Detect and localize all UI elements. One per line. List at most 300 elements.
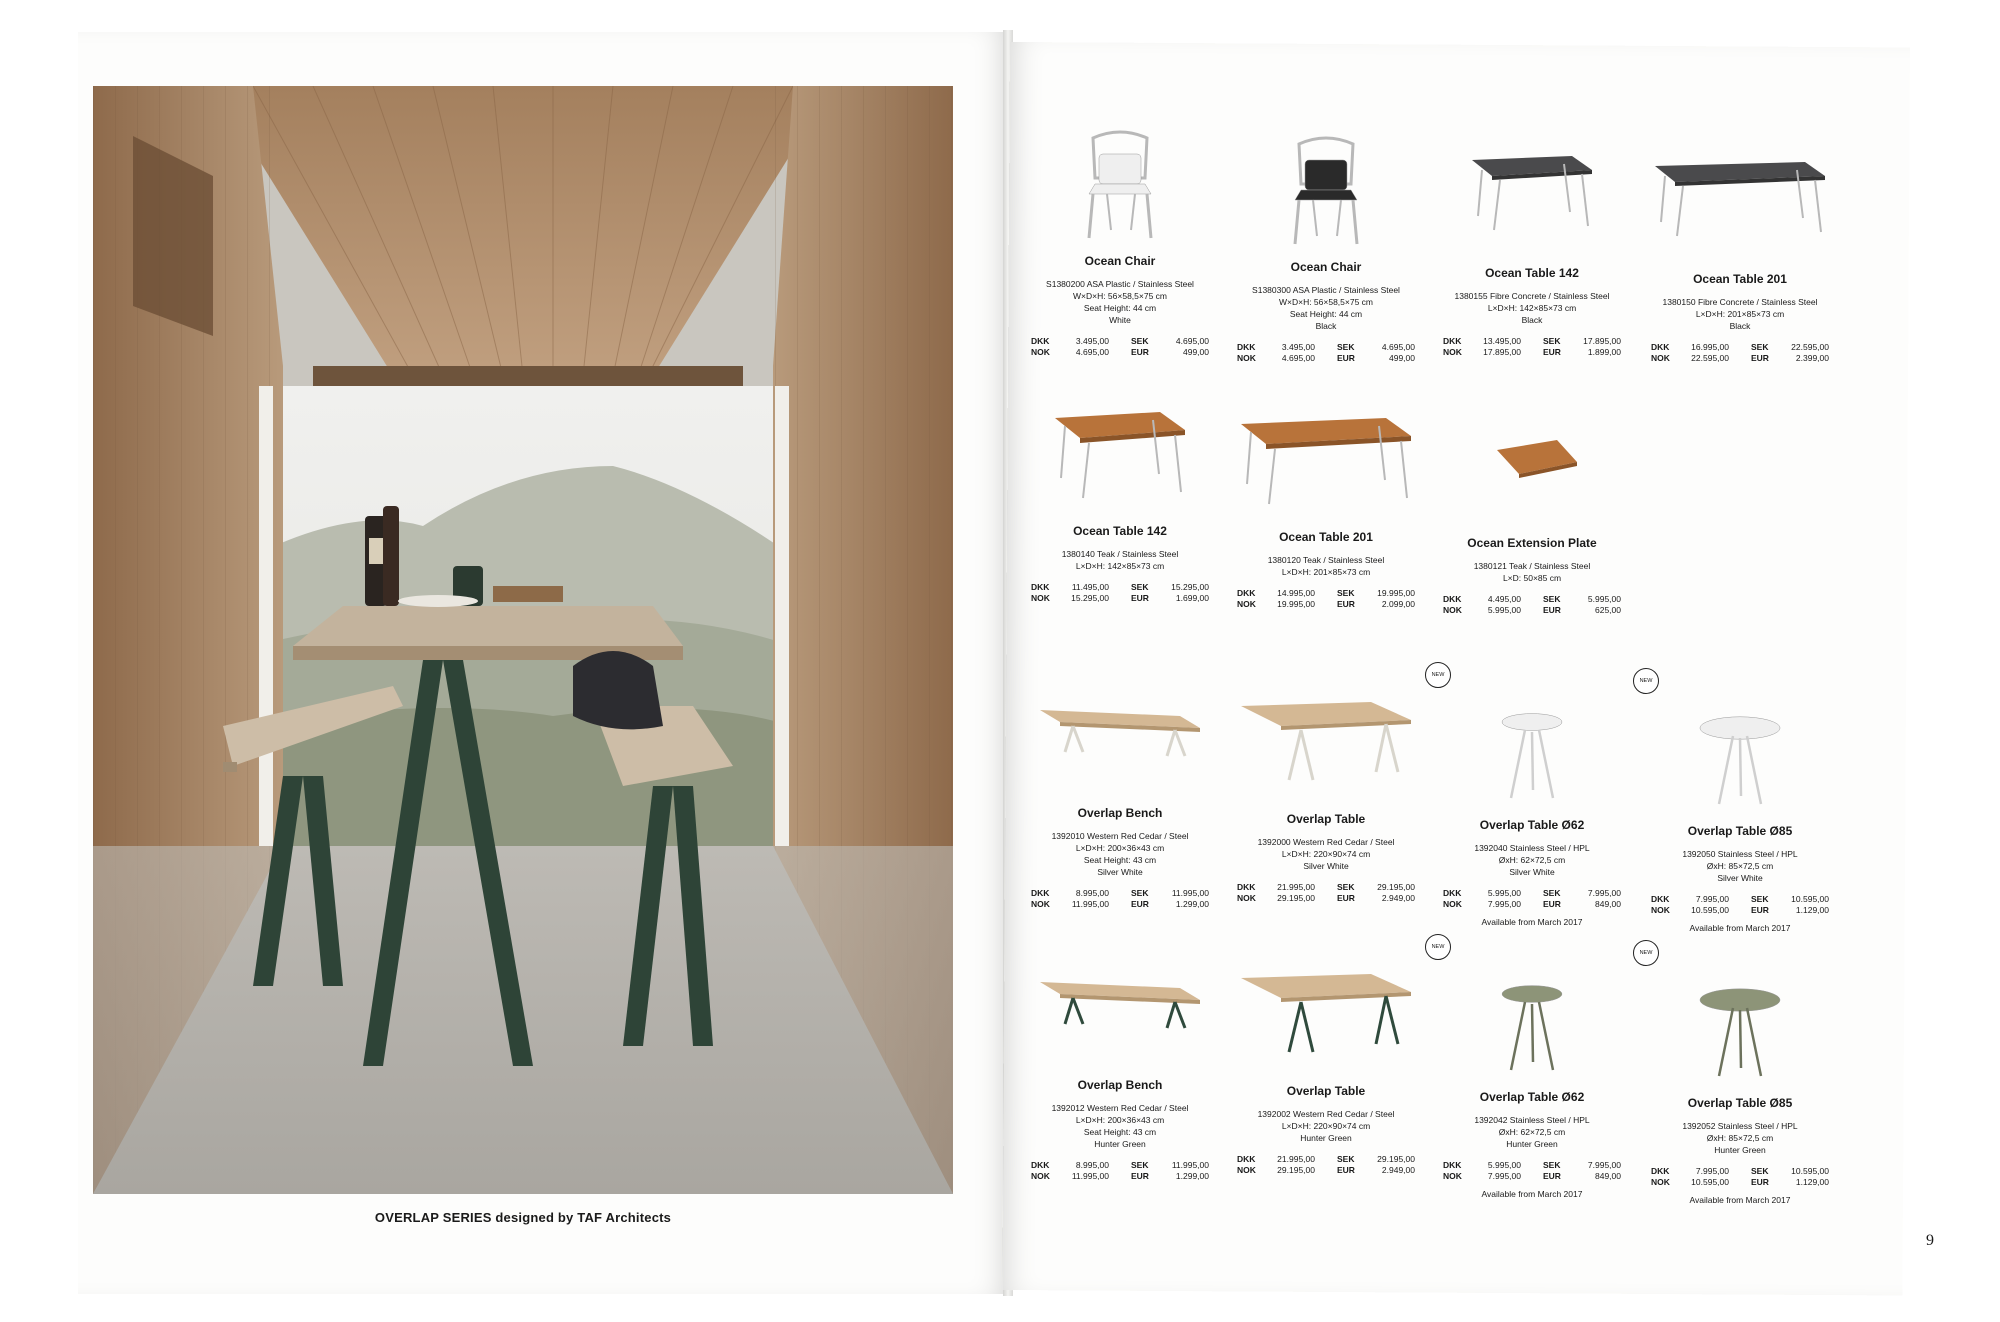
price-entry: [1337, 599, 1415, 609]
currency-code: EUR: [1337, 893, 1355, 903]
currency-code: SEK: [1131, 582, 1149, 592]
currency-code: DKK: [1237, 588, 1256, 598]
price-value: 7.995,00: [1487, 1171, 1521, 1181]
currency-code: NOK: [1031, 593, 1050, 603]
product-image: [1015, 942, 1225, 1072]
price-value: 19.995,00: [1377, 588, 1415, 598]
price-entry: [1651, 353, 1729, 363]
price-entry: [1543, 888, 1621, 898]
product-name: Overlap Table Ø85: [1687, 824, 1793, 838]
product-card: [1221, 394, 1431, 609]
currency-code: DKK: [1651, 894, 1670, 904]
price-list: [1015, 336, 1225, 357]
price-list: [1427, 336, 1637, 357]
spec-line: 1392042 Stainless Steel / HPL: [1474, 1115, 1590, 1125]
product-name: Ocean Extension Plate: [1467, 536, 1597, 550]
currency-code: NOK: [1443, 605, 1462, 615]
currency-code: SEK: [1337, 882, 1355, 892]
photo-caption: OVERLAP SERIES designed by TAF Architects: [374, 1210, 672, 1225]
price-value: 3.495,00: [1281, 342, 1315, 352]
price-entry: [1237, 599, 1315, 609]
product-specs: [1221, 284, 1431, 332]
price-entry: [1237, 893, 1315, 903]
price-entry: [1543, 347, 1621, 357]
price-entry: [1131, 582, 1209, 592]
price-entry: [1443, 347, 1521, 357]
currency-code: EUR: [1751, 905, 1769, 915]
currency-code: SEK: [1131, 336, 1149, 346]
spec-line: L×D: 50×85 cm: [1502, 573, 1562, 583]
product-name: Overlap Table: [1286, 1084, 1366, 1098]
price-value: 29.195,00: [1277, 893, 1315, 903]
spec-line: S1380300 ASA Plastic / Stainless Steel: [1252, 285, 1400, 295]
spec-line: Black: [1521, 315, 1543, 325]
product-specs: [1221, 554, 1431, 578]
spec-line: 1380155 Fibre Concrete / Stainless Steel: [1454, 291, 1610, 301]
price-value: 22.595,00: [1691, 353, 1729, 363]
price-value: 3.495,00: [1075, 336, 1109, 346]
price-entry: [1337, 882, 1415, 892]
price-entry: [1337, 342, 1415, 352]
product-image: [1221, 124, 1431, 254]
price-value: 4.695,00: [1175, 336, 1209, 346]
new-badge: NEW: [1633, 940, 1659, 966]
currency-code: EUR: [1131, 899, 1149, 909]
spec-line: Hunter Green: [1300, 1133, 1352, 1143]
price-entry: [1751, 894, 1829, 904]
currency-code: DKK: [1031, 888, 1050, 898]
price-entry: [1237, 1154, 1315, 1164]
price-value: 11.995,00: [1171, 888, 1209, 898]
price-entry: [1337, 1154, 1415, 1164]
currency-code: DKK: [1443, 1160, 1462, 1170]
currency-code: SEK: [1337, 1154, 1355, 1164]
product-card: [1015, 118, 1225, 357]
spec-line: L×D×H: 200×36×43 cm: [1075, 843, 1165, 853]
spec-line: 1392010 Western Red Cedar / Steel: [1051, 831, 1189, 841]
product-name: Ocean Table 201: [1693, 272, 1787, 286]
currency-code: DKK: [1443, 888, 1462, 898]
currency-code: NOK: [1651, 905, 1670, 915]
price-entry: [1131, 888, 1209, 898]
spec-line: L×D×H: 201×85×73 cm: [1695, 309, 1785, 319]
price-list: [1427, 888, 1637, 909]
currency-code: NOK: [1237, 893, 1256, 903]
price-value: 29.195,00: [1277, 1165, 1315, 1175]
price-value: 17.895,00: [1483, 347, 1521, 357]
currency-code: SEK: [1751, 342, 1769, 352]
price-entry: [1031, 593, 1109, 603]
product-image: [1427, 130, 1637, 260]
currency-code: DKK: [1237, 1154, 1256, 1164]
price-value: 21.995,00: [1277, 882, 1315, 892]
currency-code: SEK: [1543, 336, 1561, 346]
spec-line: L×D×H: 201×85×73 cm: [1281, 567, 1371, 577]
price-entry: [1751, 342, 1829, 352]
price-value: 1.899,00: [1587, 347, 1621, 357]
price-entry: [1237, 588, 1315, 598]
spec-line: Hunter Green: [1714, 1145, 1766, 1155]
spec-line: Silver White: [1717, 873, 1763, 883]
price-entry: [1131, 1171, 1209, 1181]
price-entry: [1443, 888, 1521, 898]
spec-line: Silver White: [1509, 867, 1555, 877]
currency-code: NOK: [1443, 347, 1462, 357]
price-value: 1.299,00: [1175, 899, 1209, 909]
availability-note: Available from March 2017: [1689, 1195, 1791, 1205]
price-value: 1.129,00: [1795, 1177, 1829, 1187]
spec-line: 1392002 Western Red Cedar / Steel: [1257, 1109, 1395, 1119]
price-value: 10.595,00: [1791, 1166, 1829, 1176]
price-entry: [1131, 593, 1209, 603]
product-name: Overlap Table Ø85: [1687, 1096, 1793, 1110]
currency-code: NOK: [1031, 347, 1050, 357]
price-value: 11.995,00: [1171, 1160, 1209, 1170]
price-value: 849,00: [1595, 899, 1621, 909]
price-entry: [1237, 342, 1315, 352]
currency-code: SEK: [1543, 594, 1561, 604]
price-value: 29.195,00: [1377, 882, 1415, 892]
price-entry: [1443, 336, 1521, 346]
product-image: [1221, 676, 1431, 806]
spec-line: 1392012 Western Red Cedar / Steel: [1051, 1103, 1189, 1113]
price-value: 11.995,00: [1071, 899, 1109, 909]
price-value: 2.399,00: [1795, 353, 1829, 363]
price-entry: [1337, 1165, 1415, 1175]
currency-code: EUR: [1131, 593, 1149, 603]
price-list: [1635, 1166, 1845, 1187]
product-specs: [1635, 296, 1845, 332]
spec-line: 1380121 Teak / Stainless Steel: [1473, 561, 1591, 571]
price-value: 4.495,00: [1487, 594, 1521, 604]
product-name: Overlap Bench: [1077, 1078, 1163, 1092]
price-value: 10.595,00: [1691, 905, 1729, 915]
price-value: 7.995,00: [1587, 888, 1621, 898]
price-entry: [1751, 1166, 1829, 1176]
product-specs: [1635, 1120, 1845, 1156]
spec-line: Seat Height: 43 cm: [1083, 1127, 1157, 1137]
price-entry: [1131, 336, 1209, 346]
currency-code: NOK: [1031, 899, 1050, 909]
price-value: 17.895,00: [1583, 336, 1621, 346]
price-entry: [1337, 588, 1415, 598]
cabin-interior-illustration: [93, 86, 953, 1194]
spec-line: ØxH: 62×72,5 cm: [1498, 1127, 1566, 1137]
price-value: 22.595,00: [1791, 342, 1829, 352]
currency-code: SEK: [1751, 1166, 1769, 1176]
currency-code: SEK: [1543, 888, 1561, 898]
product-image: [1427, 400, 1637, 530]
product-specs: [1015, 548, 1225, 572]
spec-line: Silver White: [1303, 861, 1349, 871]
product-image: [1635, 960, 1845, 1090]
price-entry: [1031, 899, 1109, 909]
product-card: [1635, 136, 1845, 363]
spec-line: 1380140 Teak / Stainless Steel: [1061, 549, 1179, 559]
spec-line: Seat Height: 44 cm: [1083, 303, 1157, 313]
price-entry: [1443, 1171, 1521, 1181]
currency-code: NOK: [1443, 899, 1462, 909]
currency-code: NOK: [1651, 1177, 1670, 1187]
price-value: 1.299,00: [1175, 1171, 1209, 1181]
new-badge: NEW: [1425, 934, 1451, 960]
product-image: [1221, 394, 1431, 524]
price-value: 16.995,00: [1691, 342, 1729, 352]
price-entry: [1237, 1165, 1315, 1175]
price-list: [1221, 1154, 1431, 1175]
product-name: Ocean Chair: [1290, 260, 1362, 274]
spec-line: L×D×H: 220×90×74 cm: [1281, 1121, 1371, 1131]
price-entry: [1031, 888, 1109, 898]
spec-line: S1380200 ASA Plastic / Stainless Steel: [1046, 279, 1194, 289]
product-image: [1635, 136, 1845, 266]
product-image: [1015, 118, 1225, 248]
currency-code: EUR: [1751, 353, 1769, 363]
currency-code: EUR: [1131, 1171, 1149, 1181]
price-entry: [1751, 353, 1829, 363]
spec-line: 1392052 Stainless Steel / HPL: [1682, 1121, 1798, 1131]
price-value: 19.995,00: [1277, 599, 1315, 609]
product-specs: [1221, 1108, 1431, 1144]
spec-line: Hunter Green: [1094, 1139, 1146, 1149]
page-number: 9: [1926, 1232, 1934, 1249]
price-list: [1015, 1160, 1225, 1181]
currency-code: NOK: [1031, 1171, 1050, 1181]
currency-code: SEK: [1131, 888, 1149, 898]
price-entry: [1337, 893, 1415, 903]
currency-code: DKK: [1651, 1166, 1670, 1176]
price-entry: [1031, 1160, 1109, 1170]
product-name: Overlap Bench: [1077, 806, 1163, 820]
currency-code: EUR: [1543, 1171, 1561, 1181]
currency-code: SEK: [1131, 1160, 1149, 1170]
product-specs: [1015, 1102, 1225, 1150]
price-value: 11.995,00: [1071, 1171, 1109, 1181]
spec-line: ØxH: 85×72,5 cm: [1706, 1133, 1774, 1143]
spec-line: Silver White: [1097, 867, 1143, 877]
price-value: 8.995,00: [1075, 1160, 1109, 1170]
price-list: [1635, 342, 1845, 363]
price-value: 10.595,00: [1691, 1177, 1729, 1187]
currency-code: SEK: [1337, 342, 1355, 352]
price-entry: [1651, 1166, 1729, 1176]
spec-line: L×D×H: 142×85×73 cm: [1075, 561, 1165, 571]
spec-line: L×D×H: 142×85×73 cm: [1487, 303, 1577, 313]
price-value: 1.129,00: [1795, 905, 1829, 915]
product-card: [1427, 944, 1637, 1199]
price-entry: [1543, 594, 1621, 604]
product-card: [1015, 388, 1225, 603]
spec-line: L×D×H: 220×90×74 cm: [1281, 849, 1371, 859]
price-value: 29.195,00: [1377, 1154, 1415, 1164]
price-value: 7.995,00: [1695, 1166, 1729, 1176]
price-entry: [1751, 1177, 1829, 1187]
product-specs: [1015, 278, 1225, 326]
product-specs: [1427, 1114, 1637, 1150]
currency-code: DKK: [1651, 342, 1670, 352]
price-entry: [1443, 594, 1521, 604]
currency-code: EUR: [1543, 899, 1561, 909]
price-value: 4.695,00: [1381, 342, 1415, 352]
currency-code: DKK: [1443, 594, 1462, 604]
price-entry: [1651, 894, 1729, 904]
product-card: [1015, 942, 1225, 1181]
price-value: 7.995,00: [1695, 894, 1729, 904]
product-card: [1635, 678, 1845, 933]
price-entry: [1031, 336, 1109, 346]
product-name: Overlap Table: [1286, 812, 1366, 826]
spec-line: Black: [1729, 321, 1751, 331]
new-badge: NEW: [1425, 662, 1451, 688]
price-entry: [1651, 1177, 1729, 1187]
price-entry: [1131, 899, 1209, 909]
currency-code: NOK: [1443, 1171, 1462, 1181]
price-value: 849,00: [1595, 1171, 1621, 1181]
overlap-series-photo: [93, 86, 953, 1194]
price-entry: [1237, 353, 1315, 363]
product-card: [1015, 670, 1225, 909]
price-value: 2.949,00: [1381, 893, 1415, 903]
product-card: [1427, 672, 1637, 927]
product-image: [1427, 954, 1637, 1084]
price-list: [1015, 888, 1225, 909]
price-list: [1221, 882, 1431, 903]
spec-line: Black: [1315, 321, 1337, 331]
price-value: 625,00: [1595, 605, 1621, 615]
price-entry: [1337, 353, 1415, 363]
price-value: 2.949,00: [1381, 1165, 1415, 1175]
availability-note: Available from March 2017: [1481, 1189, 1583, 1199]
product-card: [1427, 400, 1637, 615]
price-value: 4.695,00: [1281, 353, 1315, 363]
currency-code: DKK: [1237, 882, 1256, 892]
product-specs: [1427, 560, 1637, 584]
price-entry: [1031, 1171, 1109, 1181]
product-card: [1221, 948, 1431, 1175]
spec-line: W×D×H: 56×58,5×75 cm: [1278, 297, 1374, 307]
currency-code: DKK: [1031, 582, 1050, 592]
currency-code: EUR: [1337, 353, 1355, 363]
currency-code: EUR: [1751, 1177, 1769, 1187]
currency-code: DKK: [1031, 336, 1050, 346]
spec-line: 1380120 Teak / Stainless Steel: [1267, 555, 1385, 565]
price-value: 15.295,00: [1171, 582, 1209, 592]
price-entry: [1131, 1160, 1209, 1170]
product-specs: [1015, 830, 1225, 878]
price-value: 7.995,00: [1487, 899, 1521, 909]
currency-code: DKK: [1443, 336, 1462, 346]
currency-code: NOK: [1237, 1165, 1256, 1175]
product-specs: [1635, 848, 1845, 884]
price-value: 8.995,00: [1075, 888, 1109, 898]
spec-line: 1392050 Stainless Steel / HPL: [1682, 849, 1798, 859]
price-value: 11.495,00: [1071, 582, 1109, 592]
product-specs: [1427, 290, 1637, 326]
product-card: [1635, 950, 1845, 1205]
product-card: [1427, 130, 1637, 357]
price-entry: [1543, 336, 1621, 346]
product-specs: [1427, 842, 1637, 878]
price-list: [1635, 894, 1845, 915]
price-entry: [1131, 347, 1209, 357]
price-list: [1221, 342, 1431, 363]
price-value: 5.995,00: [1587, 594, 1621, 604]
product-image: [1221, 948, 1431, 1078]
price-value: 14.995,00: [1277, 588, 1315, 598]
spec-line: ØxH: 85×72,5 cm: [1706, 861, 1774, 871]
currency-code: NOK: [1237, 353, 1256, 363]
price-entry: [1751, 905, 1829, 915]
price-value: 15.295,00: [1071, 593, 1109, 603]
price-entry: [1543, 1171, 1621, 1181]
spec-line: 1392040 Stainless Steel / HPL: [1474, 843, 1590, 853]
spec-line: L×D×H: 200×36×43 cm: [1075, 1115, 1165, 1125]
price-list: [1015, 582, 1225, 603]
spec-line: Seat Height: 43 cm: [1083, 855, 1157, 865]
spec-line: White: [1109, 315, 1131, 325]
spec-line: 1392000 Western Red Cedar / Steel: [1257, 837, 1395, 847]
price-value: 7.995,00: [1587, 1160, 1621, 1170]
currency-code: DKK: [1237, 342, 1256, 352]
currency-code: EUR: [1337, 599, 1355, 609]
price-value: 5.995,00: [1487, 605, 1521, 615]
price-entry: [1543, 899, 1621, 909]
spec-line: ØxH: 62×72,5 cm: [1498, 855, 1566, 865]
price-entry: [1543, 1160, 1621, 1170]
product-card: [1221, 124, 1431, 363]
spec-line: W×D×H: 56×58,5×75 cm: [1072, 291, 1168, 301]
currency-code: NOK: [1651, 353, 1670, 363]
price-value: 5.995,00: [1487, 888, 1521, 898]
currency-code: SEK: [1543, 1160, 1561, 1170]
product-image: [1015, 388, 1225, 518]
product-image: [1635, 688, 1845, 818]
product-image: [1015, 670, 1225, 800]
product-name: Ocean Table 142: [1073, 524, 1167, 538]
price-value: 5.995,00: [1487, 1160, 1521, 1170]
product-name: Ocean Table 142: [1485, 266, 1579, 280]
currency-code: SEK: [1337, 588, 1355, 598]
availability-note: Available from March 2017: [1481, 917, 1583, 927]
price-entry: [1443, 605, 1521, 615]
price-entry: [1443, 1160, 1521, 1170]
price-list: [1427, 594, 1637, 615]
price-list: [1427, 1160, 1637, 1181]
new-badge: NEW: [1633, 668, 1659, 694]
price-entry: [1651, 342, 1729, 352]
spec-line: 1380150 Fibre Concrete / Stainless Steel: [1662, 297, 1818, 307]
price-entry: [1443, 899, 1521, 909]
spec-line: Seat Height: 44 cm: [1289, 309, 1363, 319]
price-value: 13.495,00: [1483, 336, 1521, 346]
product-name: Ocean Chair: [1084, 254, 1156, 268]
price-value: 2.099,00: [1381, 599, 1415, 609]
product-image: [1427, 682, 1637, 812]
price-value: 499,00: [1389, 353, 1415, 363]
product-name: Overlap Table Ø62: [1479, 1090, 1585, 1104]
currency-code: EUR: [1543, 605, 1561, 615]
currency-code: DKK: [1031, 1160, 1050, 1170]
price-value: 21.995,00: [1277, 1154, 1315, 1164]
price-list: [1221, 588, 1431, 609]
currency-code: NOK: [1237, 599, 1256, 609]
product-card: [1221, 676, 1431, 903]
price-value: 10.595,00: [1791, 894, 1829, 904]
product-name: Overlap Table Ø62: [1479, 818, 1585, 832]
price-value: 1.699,00: [1175, 593, 1209, 603]
currency-code: SEK: [1751, 894, 1769, 904]
price-value: 499,00: [1183, 347, 1209, 357]
